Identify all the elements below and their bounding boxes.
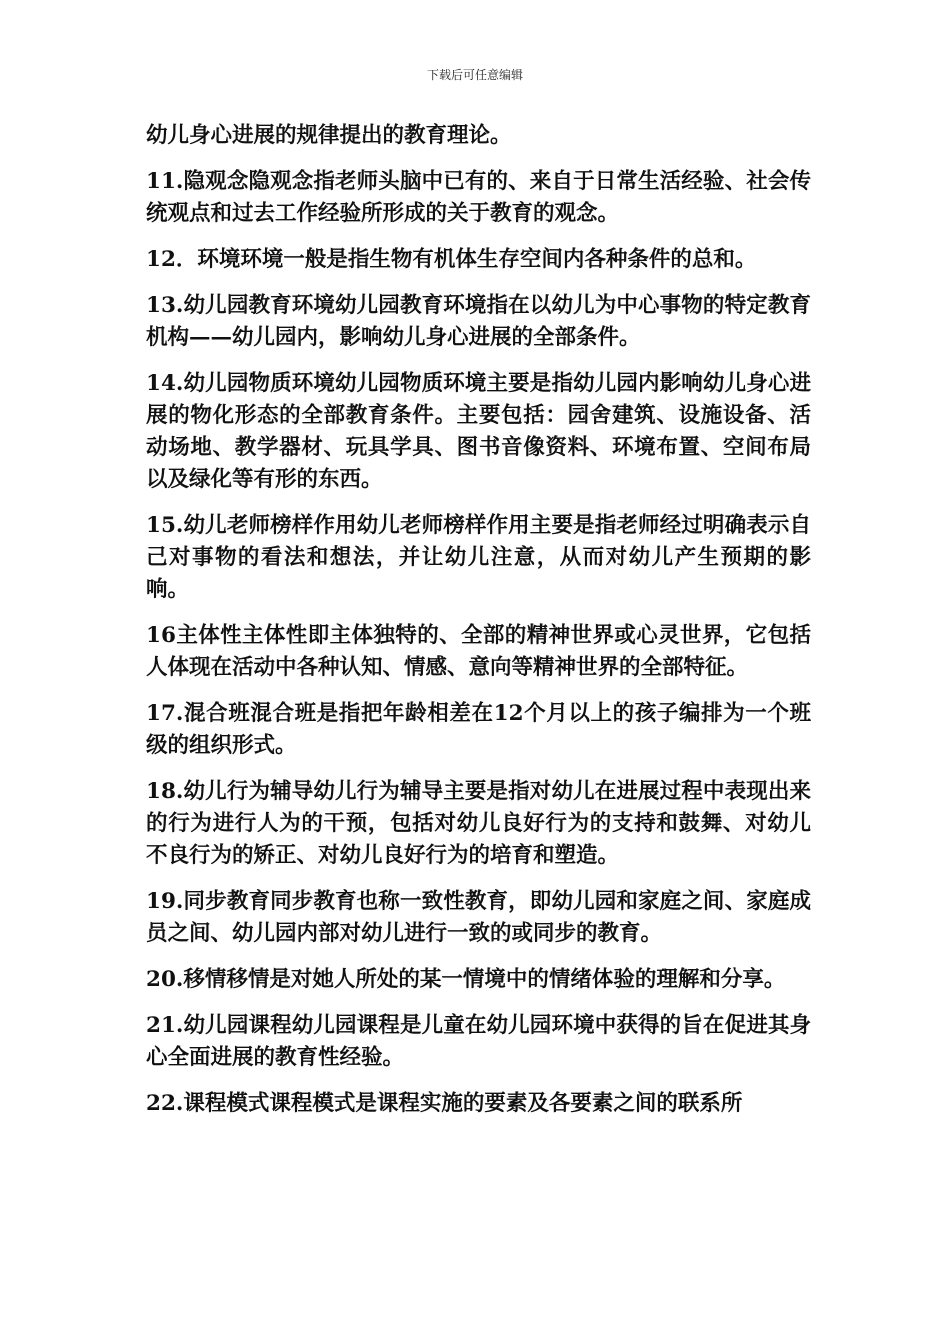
paragraph-item-19: 19.同步教育同步教育也称一致性教育，即幼儿园和家庭之间、家庭成员之间、幼儿园内部对幼儿进行一致的或同步的教育。 [146, 889, 811, 946]
page-header: 下载后可任意编辑 [426, 68, 523, 82]
paragraph-item-21: 21.幼儿园课程幼儿园课程是儿童在幼儿园环境中获得的旨在促进其身心全面进展的教育性经验。 [146, 1013, 811, 1070]
paragraph-item-22: 22.课程模式课程模式是课程实施的要素及各要素之间的联系所 [146, 1091, 743, 1116]
paragraph-item-17: 17.混合班混合班是指把年龄相差在12个月以上的孩子编排为一个班级的组织形式。 [146, 701, 811, 758]
paragraph-item-13: 13.幼儿园教育环境幼儿园教育环境指在以幼儿为中心事物的特定教育机构——幼儿园内，影响幼儿身心进展的全部条件。 [146, 293, 811, 350]
paragraph-item-15: 15.幼儿老师榜样作用幼儿老师榜样作用主要是指老师经过明确表示自己对事物的看法和想法，并让幼儿注意，从而对幼儿产生预期的影响。 [146, 513, 811, 602]
paragraph-item-16: 16主体性主体性即主体独特的、全部的精神世界或心灵世界，它包括人体现在活动中各种认知、情感、意向等精神世界的全部特征。 [146, 623, 811, 680]
paragraph-item-20: 20.移情移情是对她人所处的某一情境中的情绪体验的理解和分享。 [146, 967, 786, 992]
paragraph-item-18: 18.幼儿行为辅导幼儿行为辅导主要是指对幼儿在进展过程中表现出来的行为进行人为的干预，包括对幼儿良好行为的支持和鼓舞、对幼儿不良行为的矫正、对幼儿良好行为的培育和塑造。 [146, 779, 811, 868]
paragraph-continuation: 幼儿身心进展的规律提出的教育理论。 [146, 123, 512, 148]
paragraph-item-11: 11.隐观念隐观念指老师头脑中已有的、来自于日常生活经验、社会传统观点和过去工作经验所形成的关于教育的观念。 [146, 169, 811, 226]
paragraph-item-14: 14.幼儿园物质环境幼儿园物质环境主要是指幼儿园内影响幼儿身心进展的物化形态的全部教育条件。主要包括：园舍建筑、设施设备、活动场地、教学器材、玩具学具、图书音像资料、环境布置、空间布局以及绿化等有形的东西。 [146, 371, 811, 492]
paragraph-item-12: 12．环境环境一般是指生物有机体生存空间内各种条件的总和。 [146, 247, 757, 272]
document-body [146, 120, 811, 1134]
